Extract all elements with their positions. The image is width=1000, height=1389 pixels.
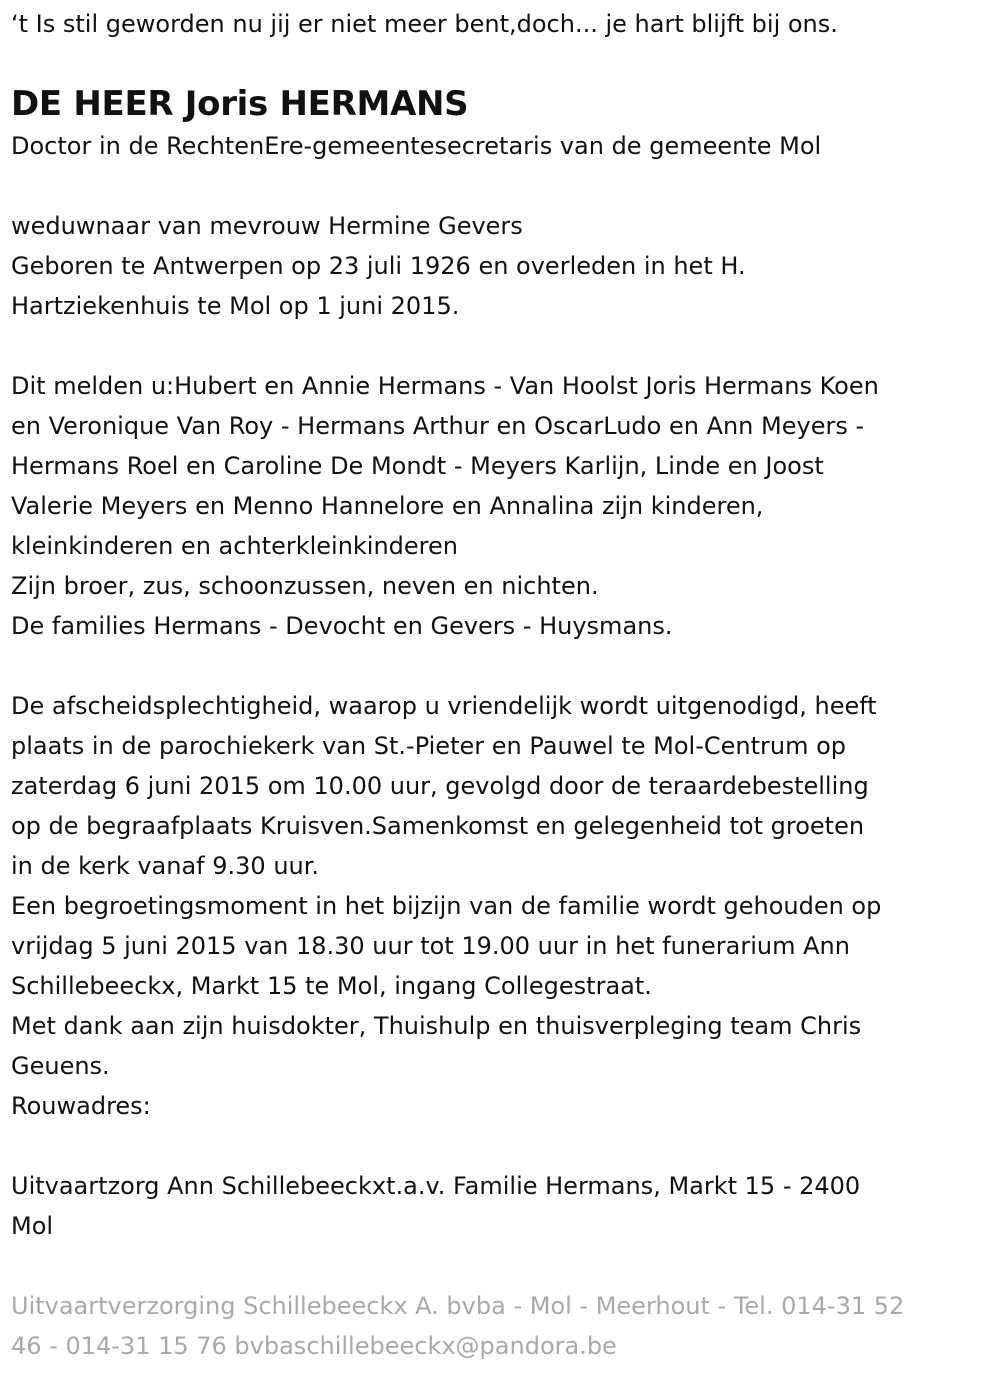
spacer — [11, 1246, 990, 1286]
family-line: Valerie Meyers en Menno Hannelore en Annalina zijn kinderen, — [11, 492, 764, 520]
details-line: Geboren te Antwerpen op 23 juli 1926 en overleden in het H. — [11, 252, 746, 280]
address-line: Mol — [11, 1212, 54, 1240]
family-line: en Veronique Van Roy - Hermans Arthur en OscarLudo en Ann Meyers - — [11, 412, 865, 440]
address-line: Uitvaartzorg Ann Schillebeeckxt.a.v. Familie Hermans, Markt 15 - 2400 — [11, 1172, 861, 1200]
details-line: Hartziekenhuis te Mol op 1 juni 2015. — [11, 292, 460, 320]
motto-text: ‘t Is stil geworden nu jij er niet meer bent,doch... je hart blijft bij ons. — [11, 10, 838, 38]
spacer — [11, 326, 990, 366]
address-block — [11, 1166, 990, 1246]
spacer — [11, 166, 990, 206]
family-block — [11, 366, 990, 646]
family-line: Zijn broer, zus, schoonzussen, neven en nichten. — [11, 572, 599, 600]
family-line: Dit melden u:Hubert en Annie Hermans - Van Hoolst Joris Hermans Koen — [11, 372, 879, 400]
footer-line: 46 - 014-31 15 76 bvbaschillebeeckx@pandora.be — [11, 1332, 617, 1360]
funeral-home-footer — [11, 1286, 990, 1366]
ceremony-line: plaats in de parochiekerk van St.-Pieter en Pauwel te Mol-Centrum op — [11, 732, 847, 760]
ceremony-line: in de kerk vanaf 9.30 uur. — [11, 852, 320, 880]
family-line: kleinkinderen en achterkleinkinderen — [11, 532, 458, 560]
deceased-title: Doctor in de RechtenEre-gemeentesecretaris van de gemeente Mol — [11, 132, 822, 160]
ceremony-line: Geuens. — [11, 1052, 110, 1080]
spacer — [11, 646, 990, 686]
ceremony-line: op de begraafplaats Kruisven.Samenkomst en gelegenheid tot groeten — [11, 812, 865, 840]
ceremony-line: zaterdag 6 juni 2015 om 10.00 uur, gevolgd door de teraardebestelling — [11, 772, 869, 800]
family-line: Hermans Roel en Caroline De Mondt - Meyers Karlijn, Linde en Joost — [11, 452, 824, 480]
spacer — [11, 1126, 990, 1166]
ceremony-block — [11, 686, 990, 1126]
deceased-name: DE HEER Joris HERMANS — [11, 84, 469, 124]
ceremony-line: Rouwadres: — [11, 1092, 151, 1120]
ceremony-line: Een begroetingsmoment in het bijzijn van de familie wordt gehouden op — [11, 892, 882, 920]
ceremony-line: vrijdag 5 juni 2015 van 18.30 uur tot 19.00 uur in het funerarium Ann — [11, 932, 850, 960]
details-line: weduwnaar van mevrouw Hermine Gevers — [11, 212, 523, 240]
ceremony-line: De afscheidsplechtigheid, waarop u vriendelijk wordt uitgenodigd, heeft — [11, 692, 877, 720]
ceremony-line: Met dank aan zijn huisdokter, Thuishulp en thuisverpleging team Chris — [11, 1012, 862, 1040]
details-block — [11, 206, 990, 326]
family-line: De families Hermans - Devocht en Gevers - Huysmans. — [11, 612, 673, 640]
footer-line: Uitvaartverzorging Schillebeeckx A. bvba - Mol - Meerhout - Tel. 014-31 52 — [11, 1292, 905, 1320]
ceremony-line: Schillebeeckx, Markt 15 te Mol, ingang Collegestraat. — [11, 972, 652, 1000]
